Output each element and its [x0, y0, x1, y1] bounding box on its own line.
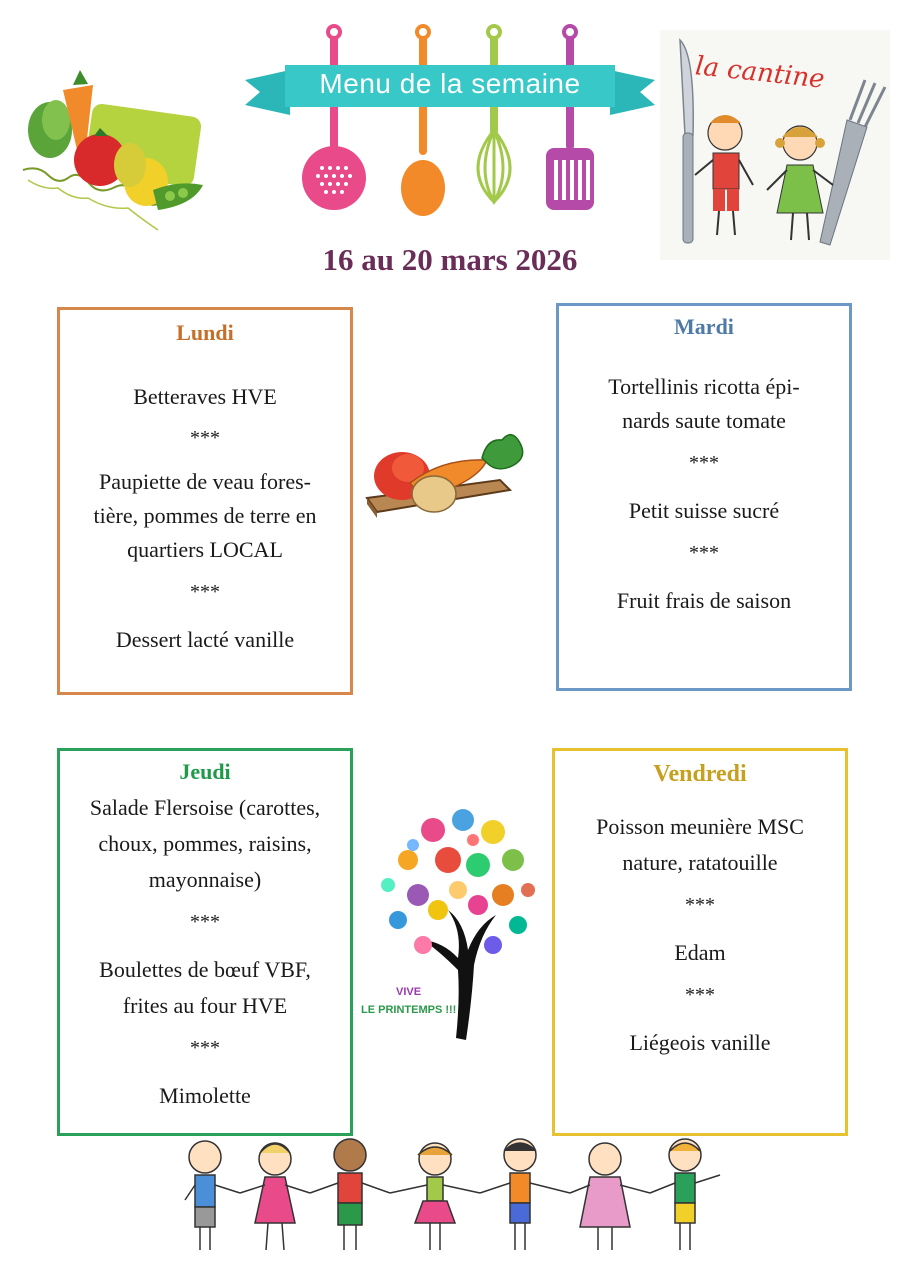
- menu-line: Poisson meunière MSC: [596, 814, 804, 839]
- day-title-jeudi: Jeudi: [179, 759, 231, 784]
- menu-separator: ***: [685, 984, 715, 1006]
- menu-separator: ***: [190, 581, 220, 603]
- day-box-jeudi: [57, 748, 353, 1136]
- menu-line: mayonnaise): [148, 867, 262, 892]
- day-box-lundi: [57, 307, 353, 695]
- menu-separator: ***: [685, 894, 715, 916]
- menu-line: Liégeois vanille: [629, 1030, 771, 1055]
- menu-line: Paupiette de veau fores-: [99, 469, 311, 494]
- menu-line: Tortellinis ricotta épi-: [608, 374, 800, 399]
- menu-separator: ***: [190, 427, 220, 449]
- menu-line: tière, pommes de terre en: [93, 503, 317, 528]
- day-title-mardi: Mardi: [674, 314, 734, 339]
- menu-line: nature, ratatouille: [622, 850, 778, 875]
- vegetables-icon: [18, 70, 208, 240]
- page-title: 16 au 20 mars 2026: [322, 242, 578, 277]
- menu-line: Boulettes de bœuf VBF,: [99, 957, 311, 982]
- day-box-mardi: [556, 303, 852, 691]
- cutting-board-icon: [362, 428, 528, 528]
- menu-line: Edam: [674, 940, 726, 965]
- banner-title: Menu de la semaine: [319, 68, 581, 99]
- menu-line: Mimolette: [159, 1083, 251, 1108]
- day-title-lundi: Lundi: [176, 320, 234, 345]
- menu-line: Dessert lacté vanille: [115, 627, 295, 652]
- menu-separator: ***: [190, 1037, 220, 1059]
- menu-line: nards saute tomate: [622, 408, 786, 433]
- menu-line: Salade Flersoise (carottes,: [89, 795, 321, 820]
- menu-line: Petit suisse sucré: [628, 498, 780, 523]
- day-box-vendredi: [552, 748, 848, 1136]
- cantine-logo-text: la cantine: [693, 51, 827, 95]
- menu-line: quartiers LOCAL: [127, 537, 283, 562]
- kitchen-utensils-icon: [240, 20, 660, 225]
- menu-line: Fruit frais de saison: [616, 588, 792, 613]
- spring-text-vive: VIVE: [396, 986, 422, 998]
- menu-separator: ***: [190, 911, 220, 933]
- day-title-vendredi: Vendredi: [653, 761, 747, 787]
- children-row-icon: [180, 1135, 740, 1265]
- menu-line: Betteraves HVE: [133, 384, 277, 409]
- spring-text-printemps: LE PRINTEMPS !!!: [361, 1004, 457, 1016]
- menu-line: frites au four HVE: [122, 993, 288, 1018]
- menu-line: choux, pommes, raisins,: [98, 831, 312, 856]
- menu-separator: ***: [689, 542, 719, 564]
- menu-separator: ***: [689, 452, 719, 474]
